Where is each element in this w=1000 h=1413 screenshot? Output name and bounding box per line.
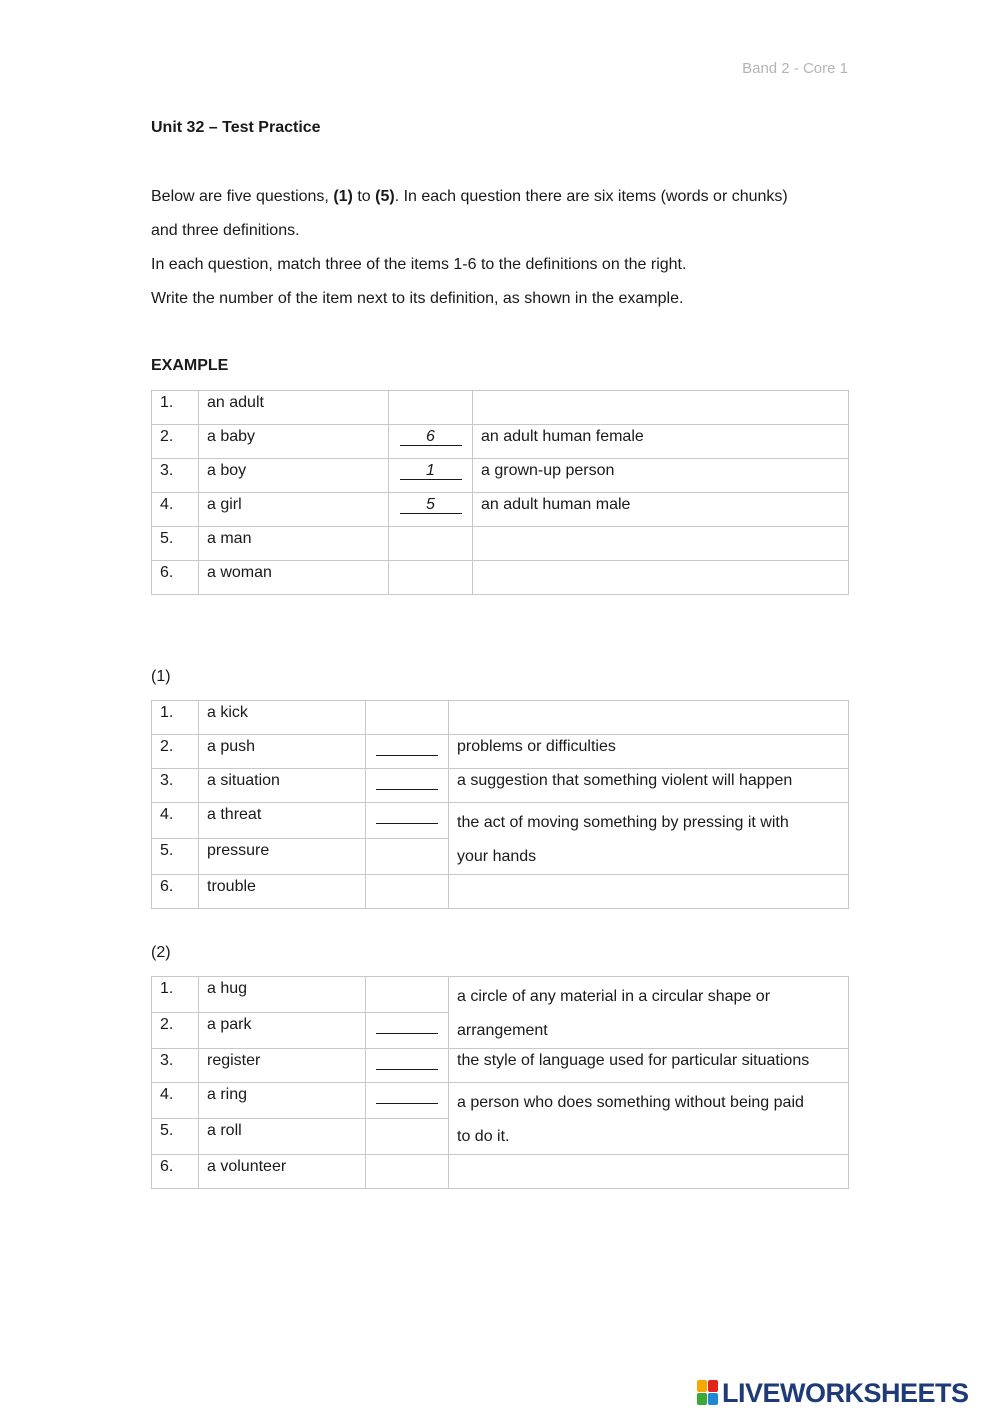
item-text: a ring bbox=[199, 1083, 366, 1119]
answer-cell bbox=[366, 701, 449, 735]
table-row bbox=[152, 459, 849, 493]
definition-cell bbox=[473, 527, 849, 561]
answer-line bbox=[376, 1086, 438, 1104]
answer-cell bbox=[366, 1155, 449, 1189]
intro-q5-ref: (5) bbox=[375, 188, 395, 205]
definition-text: an adult human female bbox=[473, 425, 849, 459]
table-row bbox=[152, 803, 849, 839]
answer-cell bbox=[389, 425, 473, 459]
answer-cell bbox=[389, 527, 473, 561]
intro-line-2: and three definitions. bbox=[151, 222, 300, 239]
example-answer: 5 bbox=[400, 496, 462, 514]
answer-blank[interactable] bbox=[366, 803, 449, 839]
definition-text-multiline bbox=[449, 803, 849, 875]
definition-line: a person who does something without being paid bbox=[457, 1094, 804, 1111]
item-text: a push bbox=[199, 735, 366, 769]
definition-text-multiline bbox=[449, 977, 849, 1049]
example-table bbox=[151, 390, 849, 595]
item-text: a volunteer bbox=[199, 1155, 366, 1189]
intro-q1-ref: (1) bbox=[333, 188, 353, 205]
intro-line-1 bbox=[151, 187, 788, 207]
item-text: a park bbox=[199, 1013, 366, 1049]
liveworksheets-logo bbox=[697, 1376, 969, 1410]
item-number: 3. bbox=[152, 769, 199, 803]
definition-text: a suggestion that something violent will happen bbox=[449, 769, 849, 803]
definition-text: an adult human male bbox=[473, 493, 849, 527]
answer-cell bbox=[389, 391, 473, 425]
page-title: Unit 32 – Test Practice bbox=[151, 119, 321, 136]
item-number: 4. bbox=[152, 803, 199, 839]
answer-line bbox=[376, 1052, 438, 1070]
answer-cell bbox=[389, 493, 473, 527]
item-number: 5. bbox=[152, 527, 199, 561]
table-row bbox=[152, 701, 849, 735]
intro-text-e: . In each question there are six items (words or chunks) bbox=[394, 188, 788, 205]
intro-text-a: Below are five questions, bbox=[151, 188, 334, 205]
answer-blank[interactable] bbox=[366, 769, 449, 803]
table-row bbox=[152, 1083, 849, 1119]
intro-line-4: Write the number of the item next to its definition, as shown in the example. bbox=[151, 290, 684, 307]
table-row bbox=[152, 1155, 849, 1189]
table-row bbox=[152, 769, 849, 803]
item-number: 1. bbox=[152, 977, 199, 1013]
item-text: a kick bbox=[199, 701, 366, 735]
table-row bbox=[152, 391, 849, 425]
item-text: a situation bbox=[199, 769, 366, 803]
header-band-label: Band 2 - Core 1 bbox=[742, 60, 848, 77]
definition-line: the act of moving something by pressing it with bbox=[457, 814, 789, 831]
example-label: EXAMPLE bbox=[151, 357, 229, 374]
item-text: a boy bbox=[199, 459, 389, 493]
item-text: an adult bbox=[199, 391, 389, 425]
definition-text: the style of language used for particular situations bbox=[449, 1049, 849, 1083]
table-row bbox=[152, 425, 849, 459]
example-answer: 6 bbox=[400, 428, 462, 446]
answer-cell bbox=[389, 561, 473, 595]
table-row bbox=[152, 1049, 849, 1083]
definition-line: a circle of any material in a circular shape or bbox=[457, 988, 771, 1005]
item-text: register bbox=[199, 1049, 366, 1083]
question-1-table bbox=[151, 700, 849, 909]
table-row bbox=[152, 561, 849, 595]
item-text: a threat bbox=[199, 803, 366, 839]
item-number: 5. bbox=[152, 839, 199, 875]
item-number: 6. bbox=[152, 1155, 199, 1189]
answer-blank[interactable] bbox=[366, 1083, 449, 1119]
item-number: 2. bbox=[152, 425, 199, 459]
answer-cell bbox=[366, 1119, 449, 1155]
table-row bbox=[152, 493, 849, 527]
answer-blank[interactable] bbox=[366, 1049, 449, 1083]
answer-blank[interactable] bbox=[366, 1013, 449, 1049]
item-number: 3. bbox=[152, 459, 199, 493]
answer-cell bbox=[366, 977, 449, 1013]
item-text: trouble bbox=[199, 875, 366, 909]
definition-line: your hands bbox=[457, 848, 537, 865]
definition-text: problems or difficulties bbox=[449, 735, 849, 769]
item-number: 2. bbox=[152, 1013, 199, 1049]
item-number: 1. bbox=[152, 391, 199, 425]
item-number: 5. bbox=[152, 1119, 199, 1155]
logo-text: LIVEWORKSHEETS bbox=[722, 1377, 969, 1408]
definition-cell bbox=[449, 1155, 849, 1189]
table-row bbox=[152, 527, 849, 561]
example-answer: 1 bbox=[400, 462, 462, 480]
item-number: 3. bbox=[152, 1049, 199, 1083]
answer-cell bbox=[366, 839, 449, 875]
item-number: 2. bbox=[152, 735, 199, 769]
intro-line-3: In each question, match three of the items 1-6 to the definitions on the right. bbox=[151, 256, 687, 273]
definition-cell bbox=[449, 875, 849, 909]
definition-cell bbox=[449, 701, 849, 735]
definition-text: a grown-up person bbox=[473, 459, 849, 493]
answer-line bbox=[376, 806, 438, 824]
question-1-label: (1) bbox=[151, 668, 171, 685]
answer-line bbox=[376, 1016, 438, 1034]
answer-blank[interactable] bbox=[366, 735, 449, 769]
question-2-table bbox=[151, 976, 849, 1189]
item-text: pressure bbox=[199, 839, 366, 875]
answer-cell bbox=[366, 875, 449, 909]
item-text: a baby bbox=[199, 425, 389, 459]
definition-cell bbox=[473, 391, 849, 425]
question-2-label: (2) bbox=[151, 944, 171, 961]
answer-cell bbox=[389, 459, 473, 493]
answer-line bbox=[376, 738, 438, 756]
liveworksheets-logo-icon bbox=[697, 1380, 719, 1406]
item-text: a roll bbox=[199, 1119, 366, 1155]
table-row bbox=[152, 977, 849, 1013]
table-row bbox=[152, 875, 849, 909]
item-text: a man bbox=[199, 527, 389, 561]
item-text: a hug bbox=[199, 977, 366, 1013]
item-number: 1. bbox=[152, 701, 199, 735]
definition-line: arrangement bbox=[457, 1022, 548, 1039]
item-number: 6. bbox=[152, 561, 199, 595]
definition-text-multiline bbox=[449, 1083, 849, 1155]
item-number: 6. bbox=[152, 875, 199, 909]
definition-cell bbox=[473, 561, 849, 595]
item-number: 4. bbox=[152, 1083, 199, 1119]
item-number: 4. bbox=[152, 493, 199, 527]
answer-line bbox=[376, 772, 438, 790]
intro-text-c: to bbox=[352, 188, 376, 205]
definition-line: to do it. bbox=[457, 1128, 510, 1145]
table-row bbox=[152, 735, 849, 769]
item-text: a girl bbox=[199, 493, 389, 527]
item-text: a woman bbox=[199, 561, 389, 595]
